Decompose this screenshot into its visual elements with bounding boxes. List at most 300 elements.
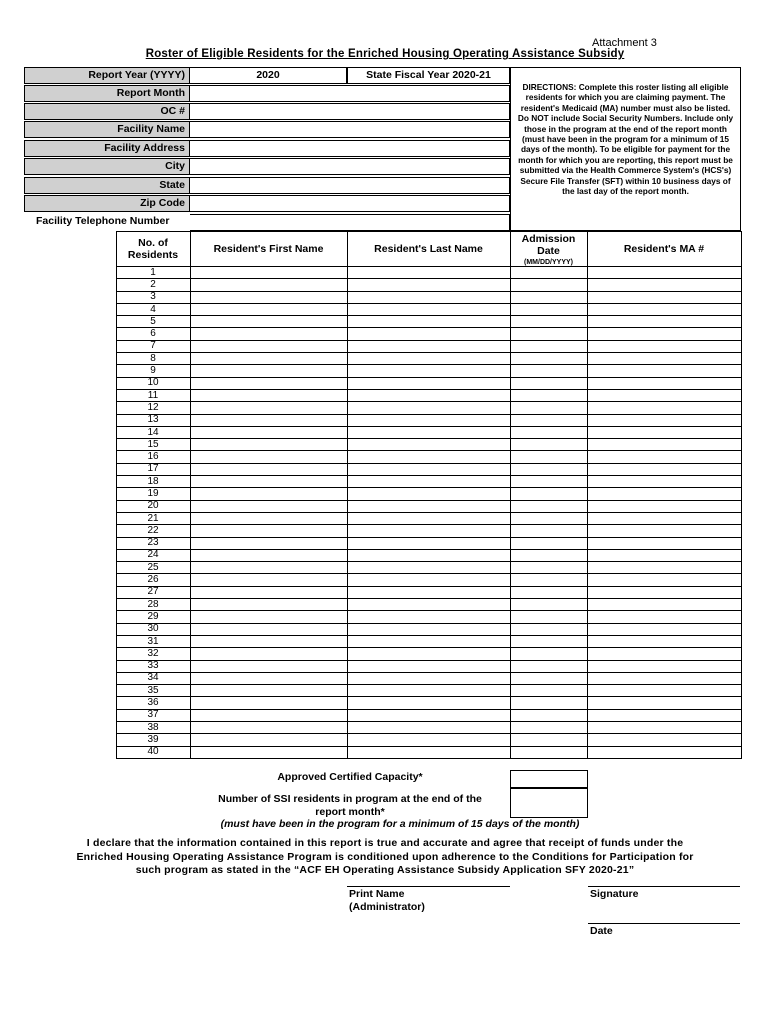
row-number-cell: 1 xyxy=(116,267,190,279)
print-name-text: Print Name xyxy=(349,888,405,900)
ma-number-cell[interactable] xyxy=(587,291,741,303)
admission-date-cell[interactable] xyxy=(510,476,587,488)
first-name-cell[interactable] xyxy=(190,316,347,328)
row-number-cell: 30 xyxy=(116,623,190,635)
last-name-cell[interactable] xyxy=(347,500,510,512)
ma-number-cell[interactable] xyxy=(587,488,741,500)
table-row xyxy=(24,721,741,733)
row-blank-cell xyxy=(24,389,116,401)
first-name-cell[interactable] xyxy=(190,500,347,512)
last-name-cell[interactable] xyxy=(347,328,510,340)
table-row xyxy=(24,353,741,365)
last-name-cell[interactable] xyxy=(347,476,510,488)
admission-date-cell[interactable] xyxy=(510,389,587,401)
first-name-cell[interactable] xyxy=(190,599,347,611)
ma-number-cell[interactable] xyxy=(587,537,741,549)
last-name-cell[interactable] xyxy=(347,365,510,377)
report-year-field[interactable]: 2020 xyxy=(190,67,347,84)
row-number-cell: 2 xyxy=(116,279,190,291)
table-row xyxy=(24,599,741,611)
row-blank-cell xyxy=(24,439,116,451)
facility-name-label: Facility Name xyxy=(24,121,190,138)
row-blank-cell xyxy=(24,660,116,672)
admission-date-cell[interactable] xyxy=(510,500,587,512)
last-name-cell[interactable] xyxy=(347,734,510,746)
row-blank-cell xyxy=(24,488,116,500)
first-name-cell[interactable] xyxy=(190,340,347,352)
last-name-cell[interactable] xyxy=(347,525,510,537)
last-name-cell[interactable] xyxy=(347,353,510,365)
ma-number-cell[interactable] xyxy=(587,377,741,389)
first-name-cell[interactable] xyxy=(190,426,347,438)
table-row xyxy=(24,279,741,291)
admission-date-cell[interactable] xyxy=(510,599,587,611)
last-name-cell[interactable] xyxy=(347,685,510,697)
table-row xyxy=(24,685,741,697)
row-number-cell: 37 xyxy=(116,709,190,721)
row-blank-cell xyxy=(24,623,116,635)
first-name-cell[interactable] xyxy=(190,267,347,279)
row-blank-cell xyxy=(24,611,116,623)
admission-date-cell[interactable] xyxy=(510,574,587,586)
first-name-cell[interactable] xyxy=(190,648,347,660)
row-blank-cell xyxy=(24,672,116,684)
row-blank-cell xyxy=(24,734,116,746)
ma-number-cell[interactable] xyxy=(587,635,741,647)
row-number-cell: 36 xyxy=(116,697,190,709)
city-field[interactable] xyxy=(190,158,510,175)
table-row xyxy=(24,291,741,303)
last-name-cell[interactable] xyxy=(347,537,510,549)
last-name-cell[interactable] xyxy=(347,291,510,303)
ma-number-cell[interactable] xyxy=(587,402,741,414)
fiscal-year-field: State Fiscal Year 2020-21 xyxy=(347,67,510,84)
first-name-cell[interactable] xyxy=(190,353,347,365)
ma-number-cell[interactable] xyxy=(587,685,741,697)
row-blank-cell xyxy=(24,353,116,365)
table-row xyxy=(24,635,741,647)
first-name-cell[interactable] xyxy=(190,451,347,463)
ssi-label-line-1: Number of SSI residents in program at the end of the xyxy=(218,793,482,805)
row-number-cell: 39 xyxy=(116,734,190,746)
admission-date-cell[interactable] xyxy=(510,623,587,635)
row-number-cell: 40 xyxy=(116,746,190,758)
first-name-cell[interactable] xyxy=(190,746,347,758)
admission-date-cell[interactable] xyxy=(510,316,587,328)
last-name-cell[interactable] xyxy=(347,586,510,598)
ma-number-cell[interactable] xyxy=(587,525,741,537)
table-row xyxy=(24,709,741,721)
row-blank-cell xyxy=(24,463,116,475)
last-name-cell[interactable] xyxy=(347,574,510,586)
admission-date-cell[interactable] xyxy=(510,648,587,660)
first-name-cell[interactable] xyxy=(190,488,347,500)
first-name-cell[interactable] xyxy=(190,402,347,414)
directions-box: DIRECTIONS: Complete this roster listing all eligible residents for which you are claiming payment. The resident's Medicaid (MA) number must also be listed. Do NOT include Social Security Numbers. Include only those in the program at the end of the report month (must have been in the program for a minimum of 15 days of the month). To be eligible for payment for the month for which you are reporting, this report must be submitted via the Health Commerce System's (HCS's) Secure File Transfer (SFT) within 10 business days of the last day of the report month. xyxy=(510,67,741,231)
first-name-cell[interactable] xyxy=(190,623,347,635)
last-name-cell[interactable] xyxy=(347,463,510,475)
table-row xyxy=(24,426,741,438)
row-number-cell: 38 xyxy=(116,721,190,733)
admission-date-cell[interactable] xyxy=(510,426,587,438)
row-blank-cell xyxy=(24,574,116,586)
date-line[interactable] xyxy=(588,923,740,924)
first-name-cell[interactable] xyxy=(190,574,347,586)
row-blank-cell xyxy=(24,648,116,660)
table-row xyxy=(24,316,741,328)
ssi-label-line-2: report month* xyxy=(315,806,385,818)
signature-label: Signature xyxy=(590,888,639,900)
ma-number-cell[interactable] xyxy=(587,599,741,611)
ma-number-cell[interactable] xyxy=(587,303,741,315)
first-name-cell[interactable] xyxy=(190,512,347,524)
admission-date-cell[interactable] xyxy=(510,586,587,598)
row-number-cell: 22 xyxy=(116,525,190,537)
last-name-cell[interactable] xyxy=(347,549,510,561)
last-name-cell[interactable] xyxy=(347,709,510,721)
first-name-cell[interactable] xyxy=(190,463,347,475)
row-number-cell: 6 xyxy=(116,328,190,340)
ma-number-cell[interactable] xyxy=(587,328,741,340)
admission-date-cell[interactable] xyxy=(510,414,587,426)
admission-date-format: (MM/DD/YYYY) xyxy=(524,258,573,266)
capacity-field[interactable] xyxy=(510,770,588,788)
declaration-line-3: such program as stated in the “ACF EH Operating Assistance Subsidy Application SFY 2020-21” xyxy=(135,864,635,876)
admission-date-cell[interactable] xyxy=(510,635,587,647)
first-name-cell[interactable] xyxy=(190,672,347,684)
ma-number-cell[interactable] xyxy=(587,697,741,709)
row-blank-cell xyxy=(24,476,116,488)
attachment-label: Attachment 3 xyxy=(592,37,657,49)
ma-number-cell[interactable] xyxy=(587,549,741,561)
row-number-cell: 16 xyxy=(116,451,190,463)
last-name-cell[interactable] xyxy=(347,599,510,611)
table-row xyxy=(24,402,741,414)
admission-date-cell[interactable] xyxy=(510,525,587,537)
last-name-cell[interactable] xyxy=(347,439,510,451)
ma-number-cell[interactable] xyxy=(587,672,741,684)
admission-date-cell[interactable] xyxy=(510,463,587,475)
first-name-cell[interactable] xyxy=(190,586,347,598)
ssi-note: (must have been in the program for a minimum of 15 days of the month) xyxy=(220,818,580,830)
ma-number-cell[interactable] xyxy=(587,426,741,438)
admission-date-cell[interactable] xyxy=(510,685,587,697)
zip-code-label: Zip Code xyxy=(24,195,190,212)
declaration-line-2: Enriched Housing Operating Assistance Program is conditioned upon adherence to the Conditions for Participation for xyxy=(76,850,694,863)
row-blank-cell xyxy=(24,525,116,537)
ma-number-cell[interactable] xyxy=(587,734,741,746)
row-blank-cell xyxy=(24,377,116,389)
table-row xyxy=(24,623,741,635)
administrator-text: (Administrator) xyxy=(349,901,425,913)
first-name-cell[interactable] xyxy=(190,377,347,389)
ma-number-cell[interactable] xyxy=(587,414,741,426)
ma-number-cell[interactable] xyxy=(587,512,741,524)
table-row xyxy=(24,463,741,475)
row-blank-cell xyxy=(24,316,116,328)
table-row xyxy=(24,648,741,660)
row-blank-cell xyxy=(24,414,116,426)
ma-number-cell[interactable] xyxy=(587,476,741,488)
admission-date-cell[interactable] xyxy=(510,512,587,524)
admission-date-cell[interactable] xyxy=(510,488,587,500)
row-blank-cell xyxy=(24,586,116,598)
table-row xyxy=(24,500,741,512)
first-name-cell[interactable] xyxy=(190,365,347,377)
first-name-cell[interactable] xyxy=(190,537,347,549)
ma-number-cell[interactable] xyxy=(587,586,741,598)
oc-number-label: OC # xyxy=(24,103,190,120)
ma-number-cell[interactable] xyxy=(587,721,741,733)
table-row xyxy=(24,537,741,549)
ma-number-cell[interactable] xyxy=(587,463,741,475)
col-header-ma-number: Resident's MA # xyxy=(587,232,741,267)
ma-number-cell[interactable] xyxy=(587,500,741,512)
last-name-cell[interactable] xyxy=(347,303,510,315)
last-name-cell[interactable] xyxy=(347,660,510,672)
last-name-cell[interactable] xyxy=(347,377,510,389)
ma-number-cell[interactable] xyxy=(587,353,741,365)
last-name-cell[interactable] xyxy=(347,414,510,426)
admission-date-cell[interactable] xyxy=(510,291,587,303)
ssi-label xyxy=(190,793,510,819)
last-name-cell[interactable] xyxy=(347,648,510,660)
admission-date-cell[interactable] xyxy=(510,340,587,352)
ma-number-cell[interactable] xyxy=(587,660,741,672)
first-name-cell[interactable] xyxy=(190,721,347,733)
admission-date-cell[interactable] xyxy=(510,611,587,623)
ma-number-cell[interactable] xyxy=(587,389,741,401)
row-number-cell: 7 xyxy=(116,340,190,352)
last-name-cell[interactable] xyxy=(347,267,510,279)
row-number-cell: 5 xyxy=(116,316,190,328)
last-name-cell[interactable] xyxy=(347,389,510,401)
last-name-cell[interactable] xyxy=(347,402,510,414)
last-name-cell[interactable] xyxy=(347,488,510,500)
row-blank-cell xyxy=(24,599,116,611)
print-name-line[interactable] xyxy=(347,886,510,887)
row-number-cell: 34 xyxy=(116,672,190,684)
oc-number-field[interactable] xyxy=(190,103,510,120)
first-name-cell[interactable] xyxy=(190,611,347,623)
row-number-cell: 35 xyxy=(116,685,190,697)
admission-date-label: Admission Date xyxy=(521,232,576,257)
admission-date-cell[interactable] xyxy=(510,721,587,733)
table-row xyxy=(24,414,741,426)
ma-number-cell[interactable] xyxy=(587,709,741,721)
last-name-cell[interactable] xyxy=(347,635,510,647)
last-name-cell[interactable] xyxy=(347,512,510,524)
first-name-cell[interactable] xyxy=(190,439,347,451)
admission-date-cell[interactable] xyxy=(510,697,587,709)
table-row xyxy=(24,574,741,586)
form-title: Roster of Eligible Residents for the Enriched Housing Operating Assistance Subsidy xyxy=(145,48,625,60)
ma-number-cell[interactable] xyxy=(587,611,741,623)
facility-address-field[interactable] xyxy=(190,140,510,157)
first-name-cell[interactable] xyxy=(190,685,347,697)
capacity-label: Approved Certified Capacity* xyxy=(277,771,423,783)
table-row xyxy=(24,746,741,758)
col-header-last-name: Resident's Last Name xyxy=(347,232,510,267)
row-blank-cell xyxy=(24,685,116,697)
admission-date-cell[interactable] xyxy=(510,562,587,574)
table-row xyxy=(24,734,741,746)
table-row xyxy=(24,365,741,377)
admission-date-cell[interactable] xyxy=(510,402,587,414)
table-row xyxy=(24,451,741,463)
last-name-cell[interactable] xyxy=(347,746,510,758)
admission-date-cell[interactable] xyxy=(510,353,587,365)
roster-table xyxy=(24,231,742,759)
last-name-cell[interactable] xyxy=(347,672,510,684)
ma-number-cell[interactable] xyxy=(587,316,741,328)
ma-number-cell[interactable] xyxy=(587,279,741,291)
admission-date-cell[interactable] xyxy=(510,377,587,389)
first-name-cell[interactable] xyxy=(190,291,347,303)
row-number-cell: 13 xyxy=(116,414,190,426)
row-number-cell: 4 xyxy=(116,303,190,315)
ma-number-cell[interactable] xyxy=(587,574,741,586)
table-row xyxy=(24,439,741,451)
admission-date-cell[interactable] xyxy=(510,439,587,451)
first-name-cell[interactable] xyxy=(190,328,347,340)
row-number-cell: 24 xyxy=(116,549,190,561)
report-month-field[interactable] xyxy=(190,85,510,102)
ma-number-cell[interactable] xyxy=(587,562,741,574)
admission-date-cell[interactable] xyxy=(510,672,587,684)
row-blank-cell xyxy=(24,402,116,414)
ssi-count-field[interactable] xyxy=(510,788,588,818)
first-name-cell[interactable] xyxy=(190,660,347,672)
table-row xyxy=(24,267,741,279)
ma-number-cell[interactable] xyxy=(587,746,741,758)
first-name-cell[interactable] xyxy=(190,476,347,488)
last-name-cell[interactable] xyxy=(347,697,510,709)
row-blank-cell xyxy=(24,721,116,733)
col-header-first-name: Resident's First Name xyxy=(190,232,347,267)
ma-number-cell[interactable] xyxy=(587,365,741,377)
table-row xyxy=(24,303,741,315)
admission-date-cell[interactable] xyxy=(510,451,587,463)
admission-date-cell[interactable] xyxy=(510,303,587,315)
admission-date-cell[interactable] xyxy=(510,746,587,758)
state-field[interactable] xyxy=(190,177,510,194)
first-name-cell[interactable] xyxy=(190,697,347,709)
row-blank-cell xyxy=(24,426,116,438)
row-blank-cell xyxy=(24,500,116,512)
signature-line[interactable] xyxy=(588,886,740,887)
last-name-cell[interactable] xyxy=(347,562,510,574)
table-row xyxy=(24,660,741,672)
table-row xyxy=(24,549,741,561)
row-number-cell: 9 xyxy=(116,365,190,377)
table-row xyxy=(24,562,741,574)
last-name-cell[interactable] xyxy=(347,623,510,635)
ma-number-cell[interactable] xyxy=(587,439,741,451)
last-name-cell[interactable] xyxy=(347,340,510,352)
last-name-cell[interactable] xyxy=(347,316,510,328)
admission-date-cell[interactable] xyxy=(510,549,587,561)
row-number-cell: 19 xyxy=(116,488,190,500)
date-label: Date xyxy=(590,925,613,937)
first-name-cell[interactable] xyxy=(190,734,347,746)
zip-code-field[interactable] xyxy=(190,195,510,212)
row-blank-cell xyxy=(24,365,116,377)
row-blank-cell xyxy=(24,512,116,524)
declaration-line-1: I declare that the information contained in this report is true and accurate and agree that receipt of funds under the xyxy=(86,837,684,849)
row-blank-cell xyxy=(24,746,116,758)
first-name-cell[interactable] xyxy=(190,414,347,426)
row-blank-cell xyxy=(24,549,116,561)
admission-date-cell[interactable] xyxy=(510,267,587,279)
table-row xyxy=(24,525,741,537)
admission-date-cell[interactable] xyxy=(510,365,587,377)
first-name-cell[interactable] xyxy=(190,303,347,315)
row-blank-cell xyxy=(24,279,116,291)
admission-date-cell[interactable] xyxy=(510,279,587,291)
city-label: City xyxy=(24,158,190,175)
row-number-cell: 31 xyxy=(116,635,190,647)
first-name-cell[interactable] xyxy=(190,279,347,291)
last-name-cell[interactable] xyxy=(347,451,510,463)
admission-date-cell[interactable] xyxy=(510,328,587,340)
last-name-cell[interactable] xyxy=(347,611,510,623)
row-blank-cell xyxy=(24,562,116,574)
row-number-cell: 15 xyxy=(116,439,190,451)
telephone-field[interactable] xyxy=(190,214,510,231)
row-number-cell: 32 xyxy=(116,648,190,660)
table-row xyxy=(24,377,741,389)
row-number-cell: 27 xyxy=(116,586,190,598)
admission-date-cell[interactable] xyxy=(510,734,587,746)
admission-date-cell[interactable] xyxy=(510,709,587,721)
last-name-cell[interactable] xyxy=(347,426,510,438)
facility-name-field[interactable] xyxy=(190,121,510,138)
ma-number-cell[interactable] xyxy=(587,623,741,635)
ma-number-cell[interactable] xyxy=(587,648,741,660)
first-name-cell[interactable] xyxy=(190,549,347,561)
table-row xyxy=(24,672,741,684)
row-blank-cell xyxy=(24,709,116,721)
first-name-cell[interactable] xyxy=(190,635,347,647)
table-row xyxy=(24,328,741,340)
row-number-cell: 28 xyxy=(116,599,190,611)
first-name-cell[interactable] xyxy=(190,562,347,574)
row-blank-cell xyxy=(24,340,116,352)
row-blank-cell xyxy=(24,635,116,647)
row-number-cell: 26 xyxy=(116,574,190,586)
first-name-cell[interactable] xyxy=(190,709,347,721)
row-number-cell: 17 xyxy=(116,463,190,475)
row-number-cell: 10 xyxy=(116,377,190,389)
declaration-text xyxy=(30,837,740,878)
admission-date-cell[interactable] xyxy=(510,660,587,672)
row-blank-cell xyxy=(24,328,116,340)
last-name-cell[interactable] xyxy=(347,721,510,733)
admission-date-cell[interactable] xyxy=(510,537,587,549)
first-name-cell[interactable] xyxy=(190,389,347,401)
last-name-cell[interactable] xyxy=(347,279,510,291)
first-name-cell[interactable] xyxy=(190,525,347,537)
row-blank-cell xyxy=(24,697,116,709)
row-number-cell: 8 xyxy=(116,353,190,365)
ma-number-cell[interactable] xyxy=(587,340,741,352)
table-row xyxy=(24,476,741,488)
ma-number-cell[interactable] xyxy=(587,267,741,279)
ma-number-cell[interactable] xyxy=(587,451,741,463)
row-number-cell: 23 xyxy=(116,537,190,549)
row-number-cell: 18 xyxy=(116,476,190,488)
